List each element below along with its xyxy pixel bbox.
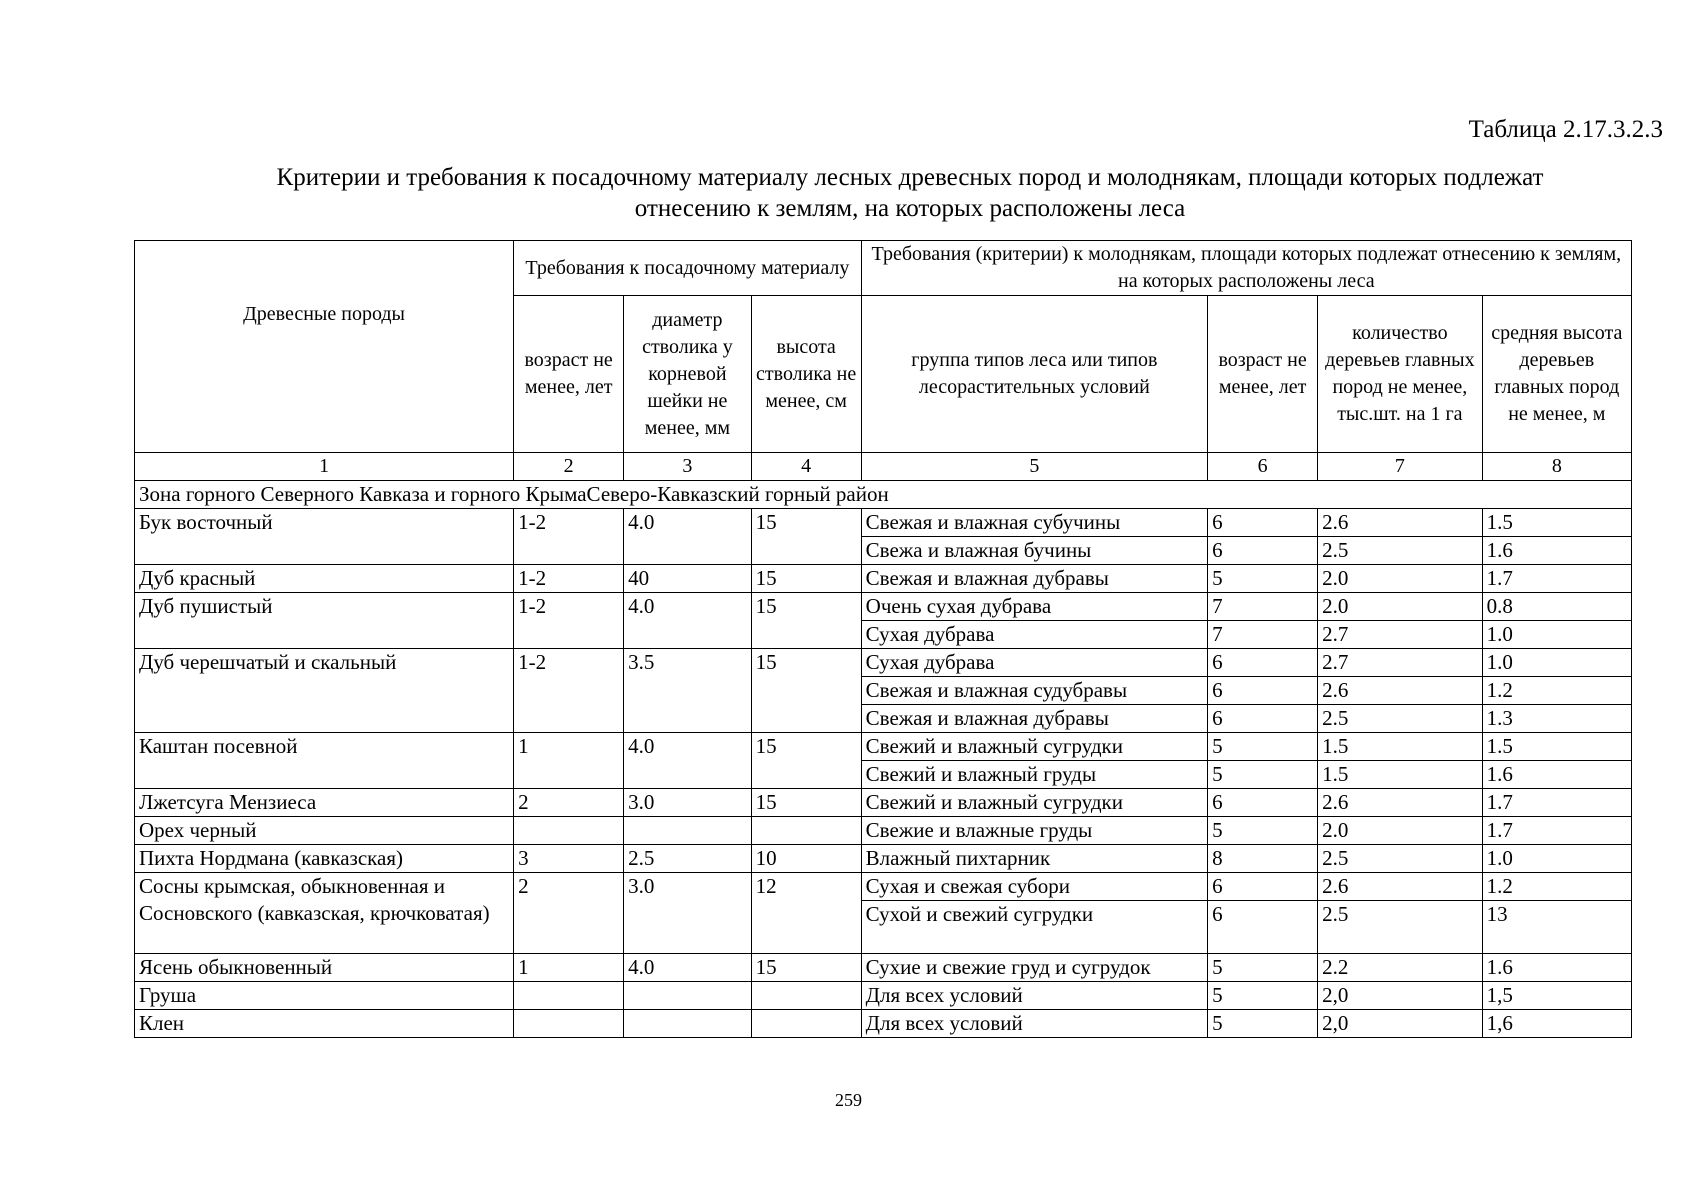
title-line-1: Критерии и требования к посадочному материалу лесных древесных пород и молоднякам, площади которых подлежат [276, 164, 1544, 191]
header-col-5: группа типов леса или типов лесорастительных условий [861, 296, 1207, 453]
header-col-4: высота стволика не менее, см [751, 296, 861, 453]
species-cell: Груша [135, 982, 514, 1010]
avg-height-cell: 1.0 [1482, 649, 1631, 677]
forest-type-cell: Свежий и влажный сугрудки [861, 789, 1207, 817]
tree-count-cell: 2.5 [1318, 901, 1483, 954]
species-cell: Бук восточный [135, 509, 514, 565]
young-age-cell: 6 [1208, 677, 1318, 705]
table-row [135, 845, 1632, 873]
header-species: Древесные породы [135, 241, 514, 453]
forest-type-cell: Свежая и влажная дубравы [861, 705, 1207, 733]
header-young-stands: Требования (критерии) к молоднякам, площади которых подлежат отнесению к землям, на которых расположены леса [861, 241, 1631, 296]
young-age-cell: 5 [1208, 817, 1318, 845]
zone-label: Зона горного Северного Кавказа и горного КрымаСеверо-Кавказский горный район [135, 481, 1632, 509]
species-cell: Орех черный [135, 817, 514, 845]
young-age-cell: 6 [1208, 901, 1318, 954]
table-row [135, 509, 1632, 537]
planting-height-cell: 15 [751, 593, 861, 649]
tree-count-cell: 2.0 [1318, 817, 1483, 845]
species-cell: Дуб черешчатый и скальный [135, 649, 514, 733]
forest-type-cell: Сухая дубрава [861, 649, 1207, 677]
tree-count-cell: 2.7 [1318, 649, 1483, 677]
header-col-6: возраст не менее, лет [1208, 296, 1318, 453]
planting-age-cell [514, 817, 624, 845]
document-title [130, 162, 1690, 224]
avg-height-cell: 1.0 [1482, 621, 1631, 649]
planting-height-cell: 15 [751, 509, 861, 565]
forest-type-cell: Для всех условий [861, 1010, 1207, 1038]
tree-count-cell: 1.5 [1318, 733, 1483, 761]
planting-height-cell: 12 [751, 873, 861, 954]
criteria-table [134, 240, 1632, 1038]
tree-count-cell: 2.5 [1318, 845, 1483, 873]
avg-height-cell: 1.7 [1482, 789, 1631, 817]
planting-height-cell: 15 [751, 954, 861, 982]
table-row [135, 873, 1632, 901]
avg-height-cell: 1.7 [1482, 565, 1631, 593]
planting-diameter-cell: 3.5 [624, 649, 751, 733]
column-number: 8 [1482, 453, 1631, 481]
forest-type-cell: Свежая и влажная дубравы [861, 565, 1207, 593]
table-row [135, 733, 1632, 761]
forest-type-cell: Свежий и влажный груды [861, 761, 1207, 789]
table-row [135, 593, 1632, 621]
young-age-cell: 6 [1208, 649, 1318, 677]
page-number: 259 [835, 1090, 862, 1110]
table-row [135, 789, 1632, 817]
forest-type-cell: Свежая и влажная субучины [861, 509, 1207, 537]
planting-age-cell: 3 [514, 845, 624, 873]
title-line-2: отнесению к землям, на которых расположены леса [634, 195, 1186, 222]
planting-diameter-cell: 4.0 [624, 954, 751, 982]
forest-type-cell: Сухая и свежая субори [861, 873, 1207, 901]
forest-type-cell: Очень сухая дубрава [861, 593, 1207, 621]
avg-height-cell: 1,5 [1482, 982, 1631, 1010]
young-age-cell: 7 [1208, 593, 1318, 621]
avg-height-cell: 1.6 [1482, 761, 1631, 789]
column-number: 1 [135, 453, 514, 481]
planting-diameter-cell: 3.0 [624, 873, 751, 954]
planting-height-cell: 15 [751, 789, 861, 817]
young-age-cell: 6 [1208, 509, 1318, 537]
forest-type-cell: Сухой и свежий сугрудки [861, 901, 1207, 954]
table-row [135, 817, 1632, 845]
table-row [135, 1010, 1632, 1038]
tree-count-cell: 1.5 [1318, 761, 1483, 789]
avg-height-cell: 1.0 [1482, 845, 1631, 873]
avg-height-cell: 1.2 [1482, 677, 1631, 705]
column-number: 3 [624, 453, 751, 481]
tree-count-cell: 2.2 [1318, 954, 1483, 982]
table-number: Таблица 2.17.3.2.3 [1468, 116, 1663, 143]
tree-count-cell: 2.0 [1318, 565, 1483, 593]
avg-height-cell: 13 [1482, 901, 1631, 954]
young-age-cell: 7 [1208, 621, 1318, 649]
header-col-7: количество деревьев главных пород не менее, тыс.шт. на 1 га [1318, 296, 1483, 453]
planting-age-cell: 2 [514, 789, 624, 817]
avg-height-cell: 1.3 [1482, 705, 1631, 733]
tree-count-cell: 2.0 [1318, 593, 1483, 621]
planting-height-cell: 10 [751, 845, 861, 873]
planting-age-cell: 1-2 [514, 593, 624, 649]
column-number: 2 [514, 453, 624, 481]
column-number: 5 [861, 453, 1207, 481]
tree-count-cell: 2.5 [1318, 537, 1483, 565]
species-cell: Клен [135, 1010, 514, 1038]
young-age-cell: 6 [1208, 705, 1318, 733]
planting-diameter-cell [624, 1010, 751, 1038]
avg-height-cell: 0.8 [1482, 593, 1631, 621]
avg-height-cell: 1.7 [1482, 817, 1631, 845]
forest-type-cell: Свежа и влажная бучины [861, 537, 1207, 565]
avg-height-cell: 1.2 [1482, 873, 1631, 901]
column-number: 7 [1318, 453, 1483, 481]
forest-type-cell: Свежий и влажный сугрудки [861, 733, 1207, 761]
column-number-row [135, 453, 1632, 481]
planting-height-cell: 15 [751, 733, 861, 789]
young-age-cell: 5 [1208, 954, 1318, 982]
forest-type-cell: Свежие и влажные груды [861, 817, 1207, 845]
forest-type-cell: Свежая и влажная судубравы [861, 677, 1207, 705]
header-col-8: средняя высота деревьев главных пород не менее, м [1482, 296, 1631, 453]
young-age-cell: 5 [1208, 733, 1318, 761]
planting-age-cell [514, 982, 624, 1010]
planting-height-cell: 15 [751, 649, 861, 733]
planting-diameter-cell: 4.0 [624, 509, 751, 565]
tree-count-cell: 2,0 [1318, 1010, 1483, 1038]
planting-age-cell: 1-2 [514, 565, 624, 593]
tree-count-cell: 2.6 [1318, 677, 1483, 705]
planting-diameter-cell [624, 982, 751, 1010]
young-age-cell: 8 [1208, 845, 1318, 873]
species-cell: Дуб красный [135, 565, 514, 593]
avg-height-cell: 1.5 [1482, 733, 1631, 761]
planting-height-cell: 15 [751, 565, 861, 593]
tree-count-cell: 2.6 [1318, 509, 1483, 537]
avg-height-cell: 1.5 [1482, 509, 1631, 537]
species-cell: Сосны крымская, обыкновенная и Сосновского (кавказская, крючковатая) [135, 873, 514, 954]
species-cell: Каштан посевной [135, 733, 514, 789]
planting-height-cell [751, 982, 861, 1010]
avg-height-cell: 1,6 [1482, 1010, 1631, 1038]
header-col-2: возраст не менее, лет [514, 296, 624, 453]
zone-row [135, 481, 1632, 509]
planting-diameter-cell: 4.0 [624, 733, 751, 789]
tree-count-cell: 2.6 [1318, 873, 1483, 901]
tree-count-cell: 2,0 [1318, 982, 1483, 1010]
forest-type-cell: Влажный пихтарник [861, 845, 1207, 873]
young-age-cell: 6 [1208, 789, 1318, 817]
planting-age-cell: 2 [514, 873, 624, 954]
table-row [135, 982, 1632, 1010]
column-number: 6 [1208, 453, 1318, 481]
tree-count-cell: 2.7 [1318, 621, 1483, 649]
young-age-cell: 6 [1208, 537, 1318, 565]
planting-height-cell [751, 1010, 861, 1038]
planting-age-cell [514, 1010, 624, 1038]
species-cell: Ясень обыкновенный [135, 954, 514, 982]
planting-diameter-cell: 4.0 [624, 593, 751, 649]
planting-height-cell [751, 817, 861, 845]
planting-age-cell: 1 [514, 733, 624, 789]
forest-type-cell: Сухая дубрава [861, 621, 1207, 649]
forest-type-cell: Для всех условий [861, 982, 1207, 1010]
tree-count-cell: 2.6 [1318, 789, 1483, 817]
young-age-cell: 5 [1208, 761, 1318, 789]
planting-diameter-cell: 3.0 [624, 789, 751, 817]
planting-age-cell: 1-2 [514, 509, 624, 565]
header-col-3: диаметр стволика у корневой шейки не менее, мм [624, 296, 751, 453]
young-age-cell: 6 [1208, 873, 1318, 901]
young-age-cell: 5 [1208, 982, 1318, 1010]
column-number: 4 [751, 453, 861, 481]
young-age-cell: 5 [1208, 1010, 1318, 1038]
header-row-1 [135, 241, 1632, 296]
planting-age-cell: 1 [514, 954, 624, 982]
species-cell: Дуб пушистый [135, 593, 514, 649]
table-row [135, 954, 1632, 982]
planting-diameter-cell: 2.5 [624, 845, 751, 873]
tree-count-cell: 2.5 [1318, 705, 1483, 733]
header-planting-material: Требования к посадочному материалу [514, 241, 862, 296]
young-age-cell: 5 [1208, 565, 1318, 593]
table-row [135, 649, 1632, 677]
avg-height-cell: 1.6 [1482, 954, 1631, 982]
table-row [135, 565, 1632, 593]
avg-height-cell: 1.6 [1482, 537, 1631, 565]
species-cell: Пихта Нордмана (кавказская) [135, 845, 514, 873]
planting-age-cell: 1-2 [514, 649, 624, 733]
planting-diameter-cell: 40 [624, 565, 751, 593]
forest-type-cell: Сухие и свежие груд и сугрудок [861, 954, 1207, 982]
planting-diameter-cell [624, 817, 751, 845]
species-cell: Лжетсуга Мензиеса [135, 789, 514, 817]
